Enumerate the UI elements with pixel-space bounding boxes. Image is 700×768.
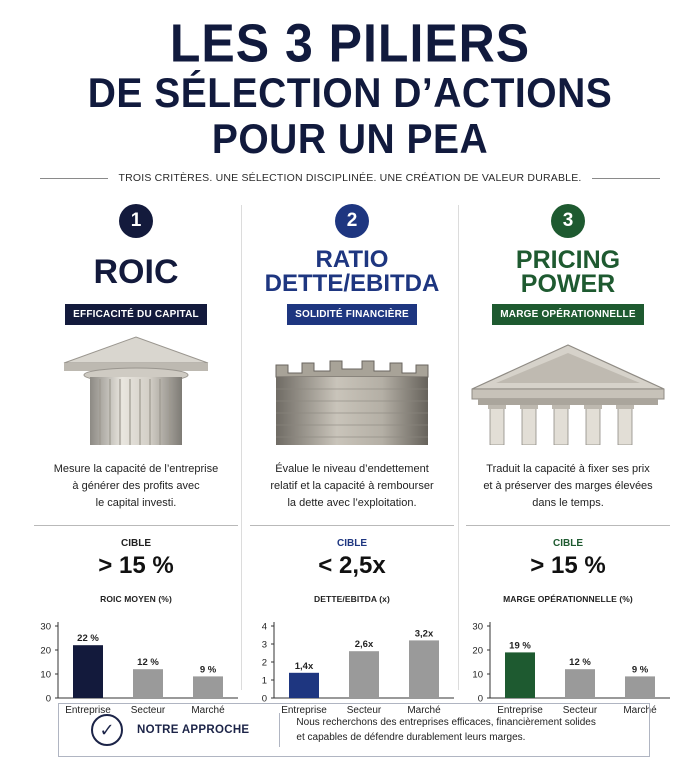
description-line: Mesure la capacité de l’entreprise xyxy=(53,463,219,475)
bar xyxy=(565,669,595,698)
bar-data-label: 9 % xyxy=(631,664,649,676)
pillar-tag: EFFICACITÉ DU CAPITAL xyxy=(65,304,207,325)
column-capital-icon xyxy=(24,335,248,445)
page-title-line2: DE SÉLECTION D’ACTIONS xyxy=(87,70,613,117)
fortress-tower-icon xyxy=(240,335,464,445)
y-tick-label: 0 xyxy=(45,693,51,705)
pillar-description xyxy=(24,461,248,515)
description-line: dans le temps. xyxy=(532,497,604,509)
cible-label: CIBLE xyxy=(337,538,367,549)
pillar-description xyxy=(240,461,464,515)
x-category-label: Entreprise xyxy=(497,705,543,716)
pillar-description xyxy=(456,461,680,515)
pillar-name-line: PRICING xyxy=(515,246,621,274)
x-category-label: Marché xyxy=(191,705,225,716)
y-tick-label: 30 xyxy=(40,621,51,633)
pillar-number: 3 xyxy=(551,204,585,238)
cible-value: > 15 % xyxy=(98,552,174,579)
approach-label: NOTRE APPROCHE xyxy=(137,724,250,736)
check-circle-icon: ✓ xyxy=(91,714,123,746)
temple-icon xyxy=(456,335,680,445)
bar xyxy=(349,651,379,698)
approach-message-line: et capables de défendre durablement leurs marges. xyxy=(296,732,526,743)
pillar-name-line: ROIC xyxy=(93,253,179,291)
y-tick-label: 30 xyxy=(472,621,483,633)
x-category-label: Secteur xyxy=(130,705,166,716)
y-tick-label: 20 xyxy=(40,645,51,657)
pillar-pricing-power xyxy=(456,204,680,723)
page-title: LES 3 PILIERS xyxy=(169,12,531,74)
bar xyxy=(505,652,535,698)
bar xyxy=(133,669,163,698)
bar-data-label: 22 % xyxy=(77,633,99,645)
pillar-number: 2 xyxy=(335,204,369,238)
pillar-tag: MARGE OPÉRATIONNELLE xyxy=(492,304,643,325)
cible-label: CIBLE xyxy=(121,538,151,549)
pillar-roic xyxy=(24,204,248,723)
chart-title: DETTE/EBITDA (x) xyxy=(314,594,390,604)
bar-data-label: 9 % xyxy=(199,664,217,676)
pillar-name xyxy=(456,246,680,298)
cible-label: CIBLE xyxy=(553,538,583,549)
cible-value: > 15 % xyxy=(530,552,606,579)
bar xyxy=(409,640,439,698)
x-category-label: Entreprise xyxy=(65,705,111,716)
pillar-name-line: DETTE/EBITDA xyxy=(264,270,440,297)
description-line: la dette avec l’exploitation. xyxy=(287,497,417,509)
bar-data-label: 19 % xyxy=(509,640,531,652)
subtitle-rule-left xyxy=(40,178,108,179)
pillar-number: 1 xyxy=(119,204,153,238)
cible-value: < 2,5x xyxy=(318,552,386,579)
y-tick-label: 3 xyxy=(261,639,267,651)
pillar-name xyxy=(240,246,464,298)
y-tick-label: 10 xyxy=(40,669,51,681)
x-category-label: Entreprise xyxy=(281,705,327,716)
description-line: Traduit la capacité à fixer ses prix xyxy=(486,463,650,475)
page-title-line3: POUR UN PEA xyxy=(211,116,489,163)
approach-message-line: Nous recherchons des entreprises efficaces, financièrement solides xyxy=(296,717,596,728)
bar xyxy=(289,673,319,698)
approach-banner xyxy=(58,703,650,757)
chart-title: ROIC MOYEN (%) xyxy=(100,594,172,604)
x-category-label: Marché xyxy=(407,705,441,716)
pillar-dette-ebitda xyxy=(240,204,464,723)
description-line: et à préserver des marges élevées xyxy=(483,480,653,492)
x-category-label: Secteur xyxy=(562,705,598,716)
chart-title: MARGE OPÉRATIONNELLE (%) xyxy=(503,594,633,604)
separator xyxy=(466,525,670,526)
bar-data-label: 3,2x xyxy=(414,628,434,640)
approach-message xyxy=(296,715,595,745)
y-tick-label: 0 xyxy=(261,693,267,705)
separator xyxy=(34,525,238,526)
pillar-name xyxy=(24,246,248,298)
y-tick-label: 20 xyxy=(472,645,483,657)
pillar-name-line: POWER xyxy=(520,270,616,298)
description-line: Évalue le niveau d’endettement xyxy=(275,463,429,475)
bar-data-label: 12 % xyxy=(569,657,591,669)
subtitle: TROIS CRITÈRES. UNE SÉLECTION DISCIPLINÉE. UNE CRÉATION DE VALEUR DURABLE. xyxy=(118,172,582,184)
x-category-label: Secteur xyxy=(346,705,382,716)
y-tick-label: 0 xyxy=(477,693,483,705)
bar xyxy=(625,676,655,698)
bar-data-label: 2,6x xyxy=(354,639,374,651)
pillar-tag: SOLIDITÉ FINANCIÈRE xyxy=(287,304,417,325)
description-line: relatif et la capacité à rembourser xyxy=(270,480,434,492)
y-tick-label: 4 xyxy=(261,621,267,633)
bar xyxy=(193,676,223,698)
bar-data-label: 12 % xyxy=(137,657,159,669)
subtitle-row xyxy=(40,170,660,186)
pillar-name-line: RATIO xyxy=(315,246,389,273)
description-line: à générer des profits avec xyxy=(72,480,200,492)
subtitle-rule-right xyxy=(592,178,660,179)
description-line: le capital investi. xyxy=(95,497,177,509)
y-tick-label: 2 xyxy=(261,657,267,669)
y-tick-label: 1 xyxy=(261,675,267,687)
x-category-label: Marché xyxy=(623,705,657,716)
y-tick-label: 10 xyxy=(472,669,483,681)
footer-separator xyxy=(279,713,280,747)
bar xyxy=(73,645,103,698)
bar-data-label: 1,4x xyxy=(294,660,314,672)
separator xyxy=(250,525,454,526)
